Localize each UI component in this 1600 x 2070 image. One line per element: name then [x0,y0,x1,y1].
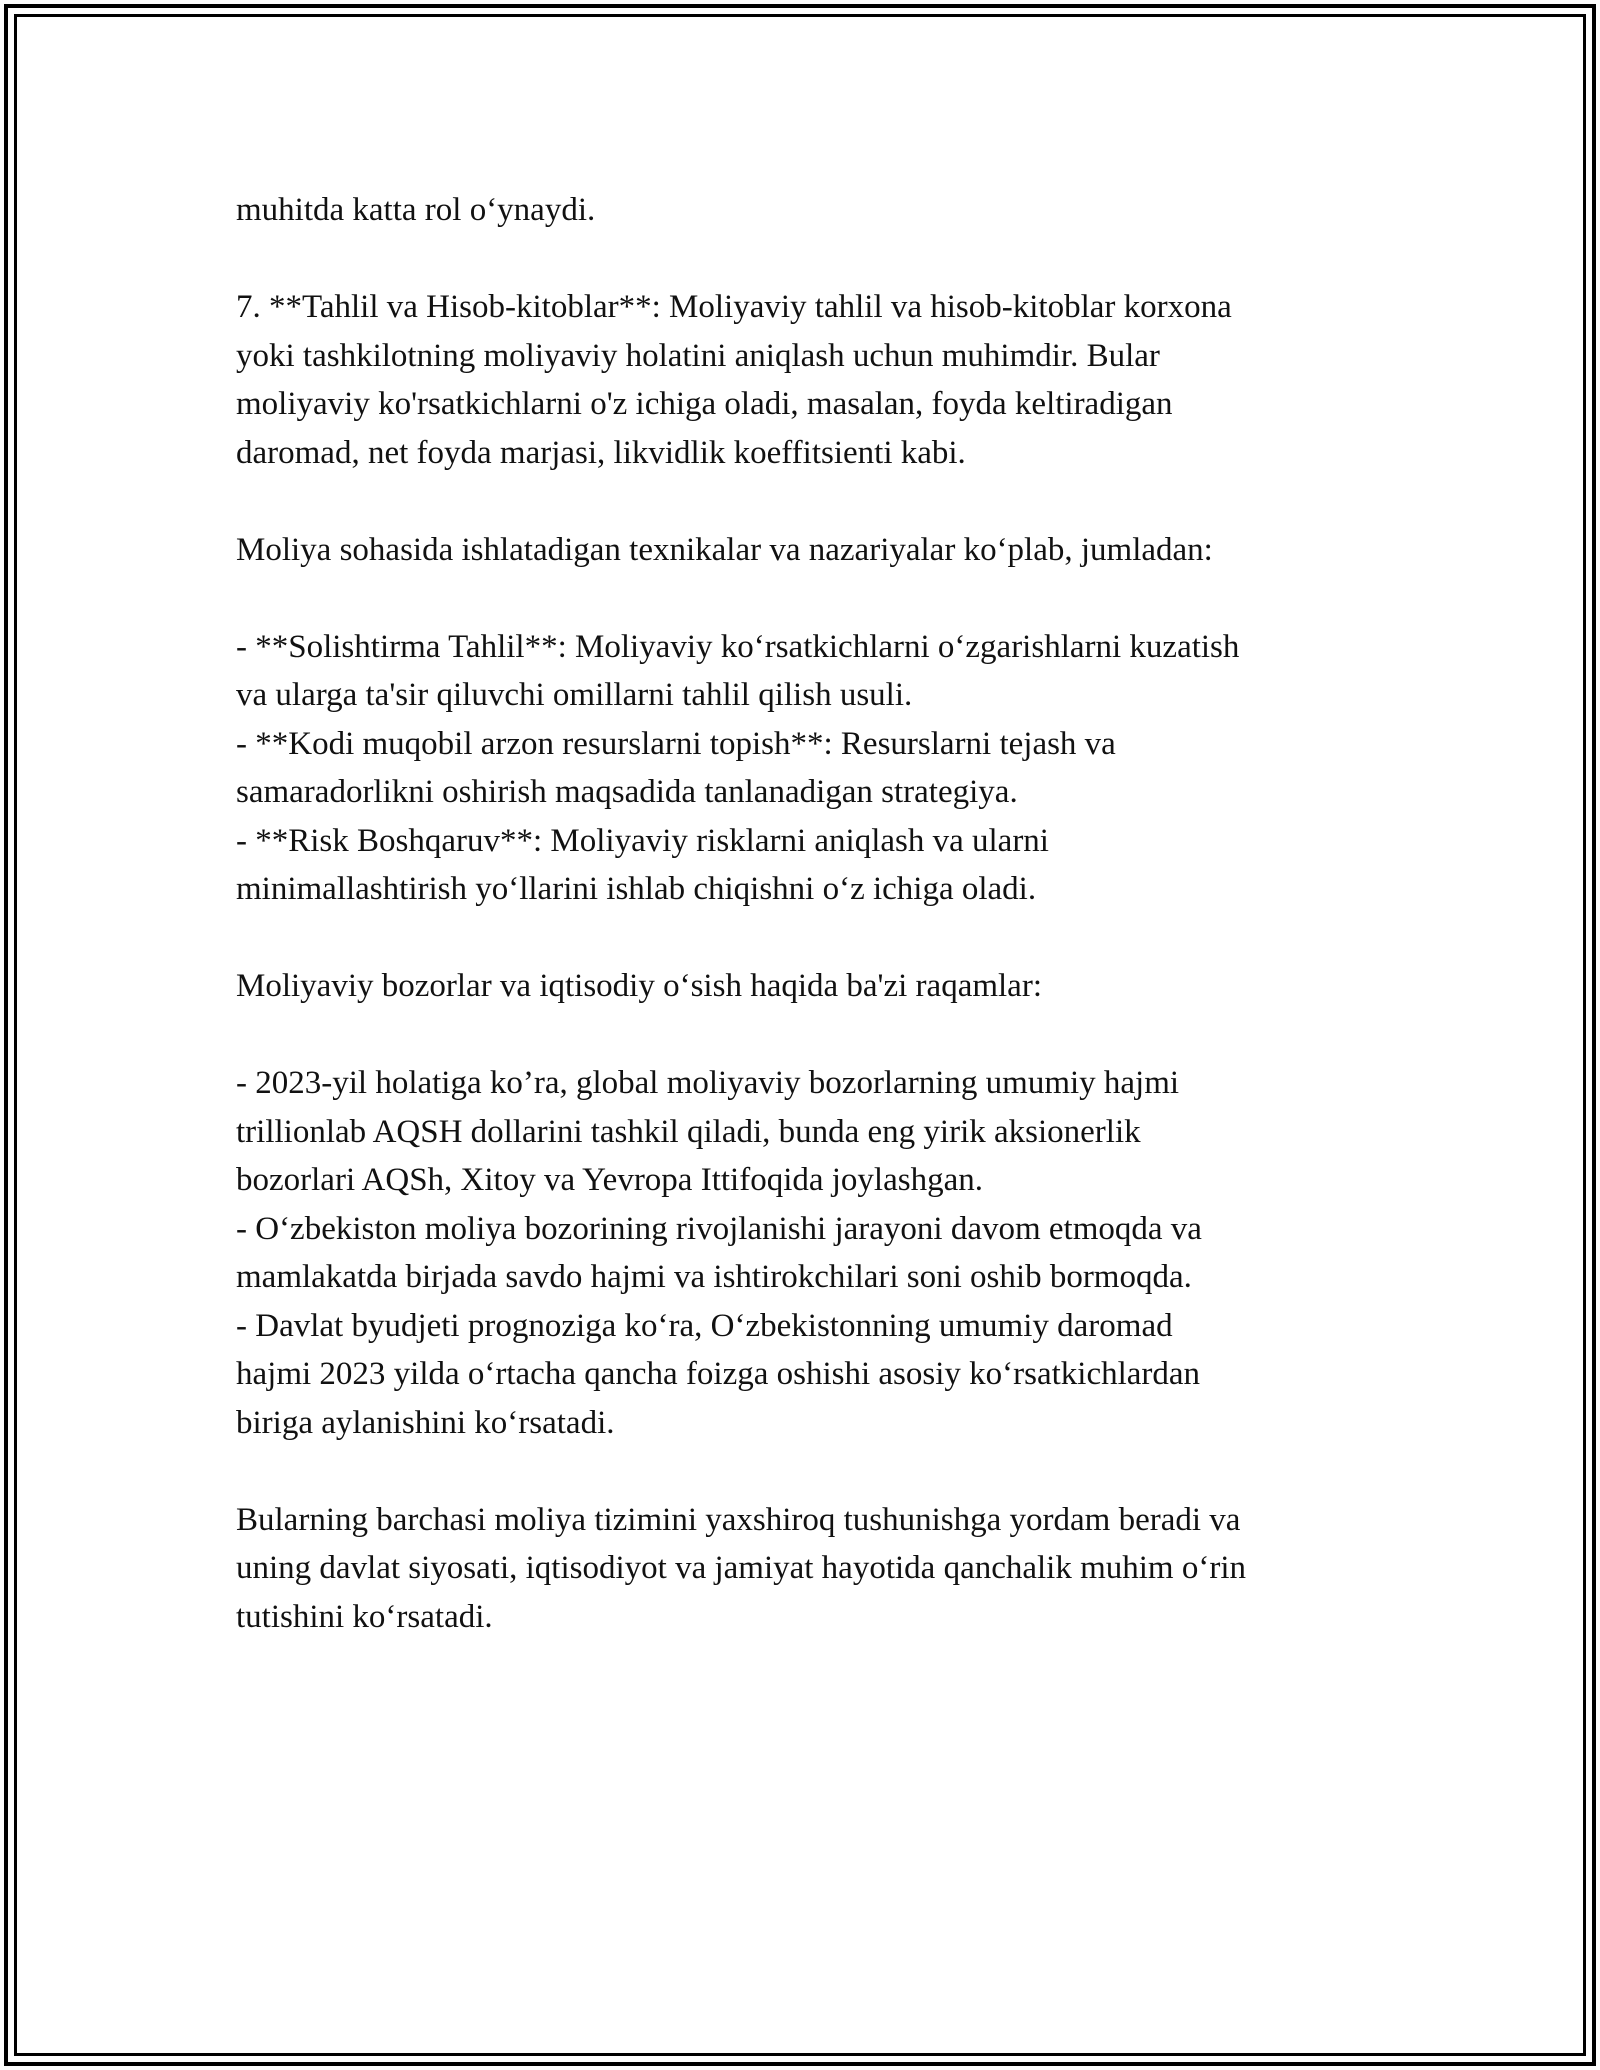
text-line: biriga aylanishini ko‘rsatadi. [236,1404,615,1441]
text-line: Bularning barchasi moliya tizimini yaxshiroq tushunishga yordam beradi va [236,1501,1241,1538]
text-line: Moliyaviy bozorlar va iqtisodiy o‘sish haqida ba'zi raqamlar: [236,968,1042,1004]
text-line: trillionlab AQSH dollarini tashkil qiladi, bunda eng yirik aksionerlik [236,1113,1141,1150]
text-line: hajmi 2023 yilda o‘rtacha qancha foizga oshishi asosiy ko‘rsatkichlardan [236,1356,1201,1392]
text-line: minimallashtirish yo‘llarini ishlab chiqishni o‘z ichiga oladi. [236,871,1037,907]
text-line: tutishini ko‘rsatadi. [236,1598,493,1635]
text-line: - **Solishtirma Tahlil**: Moliyaviy ko‘rsatkichlarni o‘zgarishlarni kuzatish [236,628,1240,665]
text-line: Moliya sohasida ishlatadigan texnikalar va nazariyalar ko‘plab, jumladan: [236,531,1213,568]
blank-line [236,914,1366,963]
document-body [236,186,1366,1641]
blank-line [236,1011,1366,1060]
text-line: moliyaviy ko'rsatkichlarni o'z ichiga oladi, masalan, foyda keltiradigan [236,386,1173,422]
text-line: uning davlat siyosati, iqtisodiyot va jamiyat hayotida qanchalik muhim o‘rin [236,1550,1246,1586]
text-line: mamlakatda birjada savdo hajmi va ishtirokchilari soni oshib bormoqda. [236,1259,1192,1295]
text-line: - 2023-yil holatiga ko’ra, global moliyaviy bozorlarning umumiy hajmi [236,1065,1180,1101]
text-line: - Davlat byudjeti prognoziga ko‘ra, O‘zbekistonning umumiy daromad [236,1307,1173,1344]
blank-line [236,477,1366,526]
text-line: - **Risk Boshqaruv**: Moliyaviy risklarni aniqlash va ularni [236,822,1049,859]
blank-line [236,1447,1366,1496]
text-line: yoki tashkilotning moliyaviy holatini aniqlash uchun muhimdir. Bular [236,337,1160,374]
text-line: daromad, net foyda marjasi, likvidlik koeffitsienti kabi. [236,434,966,471]
blank-line [236,235,1366,284]
text-line: - O‘zbekiston moliya bozorining rivojlanishi jarayoni davom etmoqda va [236,1210,1202,1247]
text-line: samaradorlikni oshirish maqsadida tanlanadigan strategiya. [236,774,1018,810]
text-line: bozorlari AQSh, Xitoy va Yevropa Ittifoqida joylashgan. [236,1162,983,1198]
text-line: - **Kodi muqobil arzon resurslarni topish**: Resurslarni tejash va [236,725,1116,762]
blank-line [236,574,1366,623]
text-line: va ularga ta'sir qiluvchi omillarni tahlil qilish usuli. [236,677,913,713]
text-line: muhitda katta rol o‘ynaydi. [236,192,596,228]
text-line: 7. **Tahlil va Hisob-kitoblar**: Moliyaviy tahlil va hisob-kitoblar korxona [236,289,1232,325]
